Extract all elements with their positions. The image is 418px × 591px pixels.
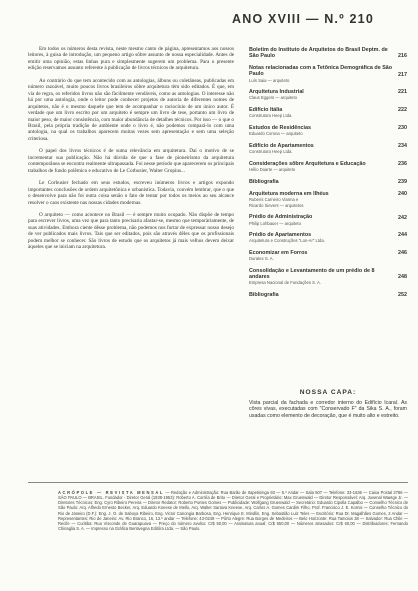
intro-paragraph: Em todos os números desta revista, neste mesmo canto de página, apresentamos aos nossos leitores, à guisa de introdução, um pequeno artigo sôbre assunto de nossa especialidade. Antes de emitir uma opinião, estas linhas pura e simplesmente sugerem um problema. Para o presente edição reservamos assunto referente à publicação de livros técnicos de arquitetura. xyxy=(28,46,234,72)
toc-entry-title: Prédio de Administração xyxy=(249,214,313,221)
toc-entry-author: Ricardo Sievers — arquitetos xyxy=(249,202,304,208)
toc-entry-author: Hélio Duarte — arquiteto xyxy=(249,166,296,172)
toc-entry xyxy=(249,65,407,83)
toc-entry-title: Estudos de Residências xyxy=(249,125,312,132)
toc-entry-page: 221 xyxy=(398,89,407,96)
toc-entry-page: 248 xyxy=(398,274,407,281)
cover-note xyxy=(249,389,407,419)
toc-entry-author: Philip Lohbauer — arquiteto xyxy=(249,220,301,226)
toc-entry-author: Empresa Nacional de Fundações S. A. xyxy=(249,280,321,286)
toc-entry-page: 222 xyxy=(398,107,407,114)
toc-entry-title: Notas relacionadas com a Tetônica Demográfica de São Paulo xyxy=(249,65,393,78)
toc-entry-page: 239 xyxy=(398,178,407,185)
toc-entry-title: Edifício Itália xyxy=(249,107,283,114)
toc-entry-author: Construtora Heep Ltda. xyxy=(249,149,293,155)
toc-entry-page: 240 xyxy=(398,191,407,198)
toc-entry-title: Consolidação e Levantamento de um prédio de 8 andares xyxy=(249,268,375,281)
toc-entry xyxy=(249,268,407,286)
toc-entry-title: Boletim do Instituto de Arquitetos do Brasil Deptm. de São Paulo xyxy=(249,47,388,60)
toc-entry-author: Construtora Heep Ltda. xyxy=(249,113,293,119)
toc-entry xyxy=(249,143,407,155)
toc-entry xyxy=(249,179,407,185)
masthead-text: — Redação e Administração: Rua Barão de Itapetininga 93 — 5.º Andar — Sala 507 — Telefone: 33-1636 — Caixa Postal 3786 — SÃO PAULO — BRASIL. Fundador - Diretor Geral (1938-1953): Roberto A. Corrêa de Brito — Diretor Geral e Proprietário: Max Gruenwald — Diretor Responsável: Arq. Juvenal Waetge Jr. — Diretores Técnicos: Eng. Cyro Ribeiro Pereira — Diretor Redator: Roberto Pontes Gomes — Publicidade: Wolfgang Gruenwald — Secretário: Eduardo Cipolla Capalbo — Conselho Técnico de São Paulo: Arq. Alfredo Ernesto Becker, Arq. Eduardo Kneese de Mello, Arq. Walter Saraiva Kneese, Arq. Carlos A. Gomes Cardim Filho, Prof. Francisco J. E. Kornis — Conselho Técnico do Rio de Janeiro (D.F.): Eng. J. O. de Saboya Ribeiro, Eng. Victor Canongia Barbosa, Eng. Henrique E. Mindlin, Eng. Sebastião Luiz Teles — Escritório: Rua Dr. Magalhães Gomes, 2 Andar — Representantes: Rio de Janeiro: Av. Rio Branco, 16, 13.º andar — Telefone: 43-0249 — Pôrto Alegre: Rua Borges de Medeiros — Belo Horizonte: Rua Tamoios 38 — Salvador: Rua Chile — Recife — Curitiba: Rua Visconde de Guarapuava — Preço do número avulso: Cr$ 50,00 — Assinatura anual: Cr$ 550,00 — Números atrasados: Cr$ 60,00 — Distribuidores: Fernando Chinaglia S. A. — Impresso na Gráfica Bentivegna Editôra Ltda. — São Paulo. xyxy=(58,490,409,532)
toc-entry-page: 244 xyxy=(398,232,407,239)
toc-entry-page: 246 xyxy=(398,250,407,257)
intro-paragraph: O papel dos livros técnicos é de suma relevância em arquitetura. Daí o motivo de se incrementar sua publicação. Não há dúvida de que a fase de pioneirismo da arquitetura contemporânea se encontra realmente ultrapassada. Foi nesse período que aparecerem os principais trabalhos de fundo polêmico e educativo de Le Corbusier, Walter Gropius... xyxy=(28,148,234,174)
toc-entry-page: 242 xyxy=(398,214,407,221)
toc-entry-page: 230 xyxy=(398,125,407,132)
masthead-brand: ACRÓPOLE — REVISTA MENSAL xyxy=(58,490,165,495)
intro-paragraph: O arquiteto — como acontece no Brasil — é sempre muito ocupado. Não dispõe de tempo para escrever livros, uma vez que para tanto precisaria afastar-se, mesmo que temporàriamente, de suas atividades. Embora ciente dêsse problema, não podemos nos furtar de expressar nosso desejo de ver publicados mais livros. Tais que ser editados, pois são através dêles que os profissionais podem melhor se conhecer. São livros de estudo que os arquitetos já mais velhos devem deixar àqueles que se iniciam na arquitetura. xyxy=(28,211,234,251)
toc-entry-title: Considerações sôbre Arquitetura e Educação xyxy=(249,160,366,167)
toc-entry-author: Claus Eggers — arquiteto xyxy=(249,95,297,101)
toc-entry xyxy=(249,292,407,298)
toc-entry xyxy=(249,250,407,262)
toc-entry xyxy=(249,161,407,173)
toc-entry-title: Bibliografia xyxy=(249,178,279,185)
issue-header: ANO XVIII — N.º 210 xyxy=(232,12,374,26)
toc-entry-title: Arquitetura Industrial xyxy=(249,89,304,96)
toc-entry-author: Eduardo Corona — arquiteto xyxy=(249,131,303,137)
toc-entry-author: Duratex S. A. xyxy=(249,256,274,262)
toc-entry xyxy=(249,47,407,59)
toc-entry xyxy=(249,191,407,208)
table-of-contents xyxy=(249,47,407,304)
intro-paragraph: Ao contrário do que tem acontecido com as antologias, álbuns ou coletâneas, publicadas em número razoável, muito poucos livros brasileiros sôbre arquitetura têm sido editados. É que, em via de regra, os referidos livros não são fàcilmente vendáveis, como as antologias. O interesse não há por uma antologia, onde o leitor pode conhecer projetos de autoria de diferentes nomes de arquitetos, não é o mesmo daquele que tem de acompanhar o raciocínio de um único autor. É verdade que um livro escrito por um arquiteto é sempre um livro de tese, portanto um livro de maior peso, de maior consistência, com maior abundância de detalhes técnicos. Por isso — o que o Brasil, pela própria tradição de ambiente onde o livro é, não podemos compará-lo com uma antologia, na qual os trabalhos aparecem muitas vezes sem apresentação e sem uma seleção criteriosa. xyxy=(28,77,234,142)
toc-entry xyxy=(249,125,407,137)
toc-entry-page: 216 xyxy=(398,53,407,60)
toc-entry-title: Economizar em Forros xyxy=(249,250,308,257)
toc-entry-author: Rubens Carneiro Vianna e xyxy=(249,197,299,203)
intro-paragraph: Le Corbusier fechado em seus estudos, escreveu inúmeros livros e artigos expondo importantes conclusões de ordem arquitetônica e urbanística. Todavia, convém lembrar, que o que o desenvolve para não foi outra coisa senão o fato de tentar por todos os meios ao seu alcance resolver o caos existente nas nossas cidades modernas. xyxy=(28,180,234,206)
cover-note-text: Vista parcial da fachada e corredor interno do Edifício Icaraí. As côres vivas, executadas com "Conservado F" da Sika S. A., foram usadas como elemento de decoração, que é muito alto e estreito. xyxy=(249,400,407,419)
footer-divider xyxy=(28,482,408,483)
toc-entry-page: 234 xyxy=(398,143,407,150)
toc-entry-title: Prédio de Apartamentos xyxy=(249,232,312,239)
toc-entry-page: 217 xyxy=(398,71,407,78)
toc-entry xyxy=(249,89,407,101)
toc-entry xyxy=(249,232,407,244)
toc-entry-page: 252 xyxy=(398,292,407,299)
toc-entry-author: Luís Saia — arquiteto xyxy=(249,77,290,83)
masthead-footer xyxy=(58,490,408,531)
toc-entry xyxy=(249,214,407,226)
toc-entry-author: Arquitetura e Construções "Lon-Ar" Ltda. xyxy=(249,238,325,244)
intro-article xyxy=(28,46,234,257)
toc-entry-title: Edifício de Apartamentos xyxy=(249,142,314,149)
toc-entry-title: Arquitetura moderna em Ilhéus xyxy=(249,191,329,197)
toc-entry-title: Bibliografia xyxy=(249,292,279,299)
toc-entry xyxy=(249,107,407,119)
toc-entry-page: 236 xyxy=(398,160,407,167)
cover-note-heading: NOSSA CAPA: xyxy=(299,389,357,396)
